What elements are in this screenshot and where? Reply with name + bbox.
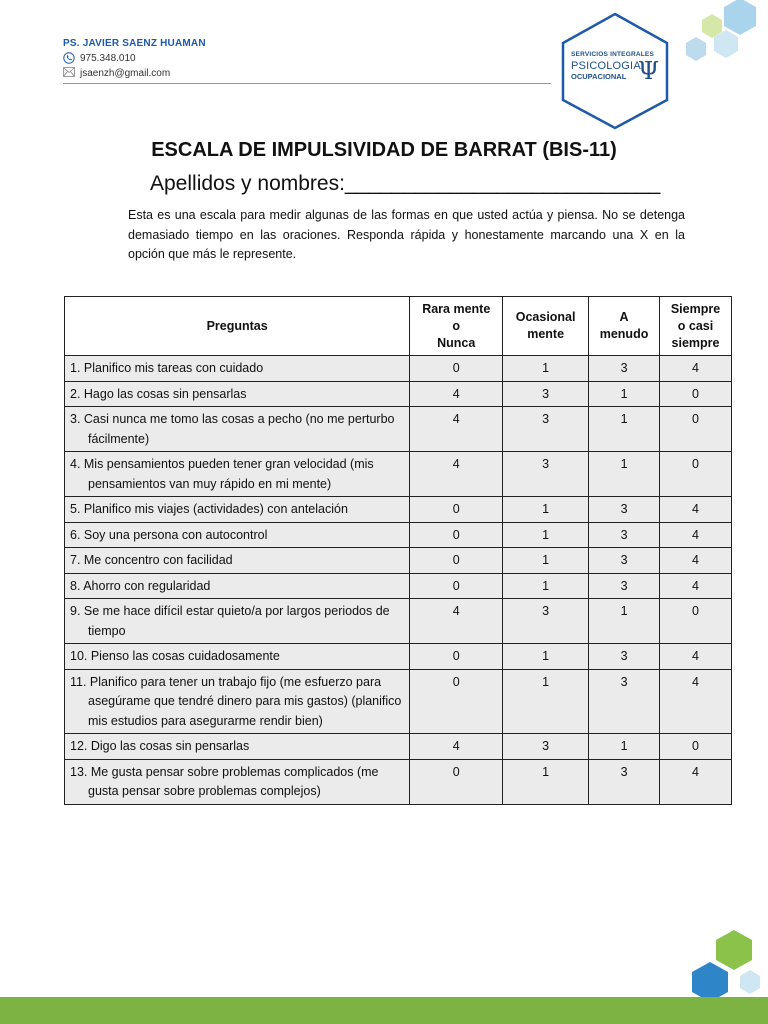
score-cell[interactable]: 4: [660, 644, 732, 670]
question-cell: [65, 669, 410, 734]
table-row: [65, 734, 732, 760]
logo-text: [571, 51, 667, 85]
header-phone-line: [63, 52, 136, 64]
header-divider: [63, 83, 551, 84]
header-name: PS. JAVIER SAENZ HUAMAN: [63, 38, 206, 49]
score-cell[interactable]: 3: [589, 548, 660, 574]
question-text: 1. Planifico mis tareas con cuidado: [70, 361, 264, 375]
question-cell: [65, 734, 410, 760]
question-cell: [65, 356, 410, 382]
column-header-line: A: [619, 310, 629, 324]
envelope-icon: [63, 67, 75, 79]
table-body: [65, 356, 732, 805]
column-header-line: Preguntas: [206, 318, 268, 333]
question-cell: [65, 599, 410, 644]
phone-icon: [63, 52, 75, 64]
score-cell[interactable]: 1: [503, 669, 589, 734]
score-cell[interactable]: 0: [410, 522, 503, 548]
table-row: [65, 759, 732, 804]
score-cell[interactable]: 1: [503, 644, 589, 670]
score-cell[interactable]: 4: [660, 759, 732, 804]
question-cell: [65, 644, 410, 670]
score-cell[interactable]: 3: [589, 573, 660, 599]
table-row: [65, 669, 732, 734]
table-row: [65, 452, 732, 497]
score-cell[interactable]: 0: [410, 497, 503, 523]
score-cell[interactable]: 1: [503, 573, 589, 599]
column-header-line: Ocasional: [515, 310, 576, 324]
question-cell: [65, 548, 410, 574]
score-cell[interactable]: 0: [660, 734, 732, 760]
table-row: [65, 497, 732, 523]
question-cell: [65, 452, 410, 497]
column-header-line: Nunca: [437, 335, 476, 350]
score-cell[interactable]: 0: [410, 573, 503, 599]
question-cell: [65, 759, 410, 804]
question-text: 13. Me gusta pensar sobre problemas complicados (me gusta pensar sobre problemas complejos): [70, 764, 379, 798]
score-cell[interactable]: 1: [503, 759, 589, 804]
question-cell: [65, 407, 410, 452]
score-cell[interactable]: 3: [589, 644, 660, 670]
table-row: [65, 381, 732, 407]
column-header-line: mente: [527, 327, 565, 341]
score-cell[interactable]: 1: [503, 548, 589, 574]
question-text: 11. Planifico para tener un trabajo fijo (me esfuerzo para asegúrame que tendré dinero para mis gastos) (planifico mis estudios para asegurarme rendir bien): [70, 674, 402, 728]
decorative-hexagons-bottom-icon: [688, 928, 768, 1008]
question-cell: [65, 497, 410, 523]
score-cell[interactable]: 1: [589, 599, 660, 644]
question-cell: [65, 522, 410, 548]
score-cell[interactable]: 1: [503, 522, 589, 548]
table-header-row: [65, 297, 732, 356]
score-cell[interactable]: 4: [410, 407, 503, 452]
score-cell[interactable]: 3: [503, 734, 589, 760]
score-cell[interactable]: 1: [589, 452, 660, 497]
score-cell[interactable]: 1: [589, 381, 660, 407]
score-cell[interactable]: 4: [410, 452, 503, 497]
score-cell[interactable]: 3: [589, 522, 660, 548]
question-text: 2. Hago las cosas sin pensarlas: [70, 386, 247, 401]
question-text: 6. Soy una persona con autocontrol: [70, 527, 268, 542]
score-cell[interactable]: 1: [503, 497, 589, 523]
score-cell[interactable]: 3: [589, 497, 660, 523]
score-cell[interactable]: 3: [589, 356, 660, 382]
question-text: 5. Planifico mis viajes (actividades) con antelación: [70, 502, 348, 516]
score-cell[interactable]: 4: [660, 548, 732, 574]
score-cell[interactable]: 3: [503, 407, 589, 452]
score-cell[interactable]: 1: [503, 356, 589, 382]
score-cell[interactable]: 4: [410, 381, 503, 407]
score-cell[interactable]: 3: [589, 759, 660, 804]
score-cell[interactable]: 4: [660, 522, 732, 548]
header-email-line: [63, 67, 170, 79]
decorative-hexagons-top-icon: [682, 0, 768, 70]
column-header: [503, 297, 589, 356]
column-header-line: Siempre: [670, 301, 721, 316]
footer-bar: [0, 997, 768, 1024]
column-header: [65, 297, 410, 356]
score-cell[interactable]: 0: [660, 599, 732, 644]
score-cell[interactable]: 0: [410, 759, 503, 804]
score-cell[interactable]: 0: [660, 452, 732, 497]
score-cell[interactable]: 4: [660, 573, 732, 599]
score-cell[interactable]: 0: [660, 381, 732, 407]
logo-line2: PSICOLOGIA: [571, 60, 641, 72]
score-cell[interactable]: 4: [410, 734, 503, 760]
table-row: [65, 522, 732, 548]
score-cell[interactable]: 4: [660, 669, 732, 734]
name-field-label: Apellidos y nombres:___________________________: [150, 172, 661, 195]
header-email: jsaenzh@gmail.com: [80, 67, 171, 79]
score-cell[interactable]: 3: [503, 381, 589, 407]
score-cell[interactable]: 3: [589, 669, 660, 734]
question-text: 12. Digo las cosas sin pensarlas: [70, 739, 250, 753]
table-row: [65, 644, 732, 670]
score-cell[interactable]: 1: [589, 407, 660, 452]
score-cell[interactable]: 4: [660, 497, 732, 523]
score-cell[interactable]: 4: [410, 599, 503, 644]
header-phone: 975.348.010: [80, 52, 136, 64]
score-cell[interactable]: 0: [410, 669, 503, 734]
table-row: [65, 573, 732, 599]
logo-line1: SERVICIOS INTEGRALES: [571, 51, 654, 58]
score-cell[interactable]: 1: [589, 734, 660, 760]
score-cell[interactable]: 3: [503, 452, 589, 497]
logo-line3: OCUPACIONAL: [571, 72, 627, 81]
score-cell[interactable]: 0: [410, 644, 503, 670]
question-text: 7. Me concentro con facilidad: [70, 553, 233, 567]
column-header: [410, 297, 503, 356]
question-cell: [65, 381, 410, 407]
table-row: [65, 407, 732, 452]
score-cell[interactable]: 3: [503, 599, 589, 644]
score-cell[interactable]: 0: [410, 356, 503, 382]
column-header-line: Rara mente: [422, 301, 491, 316]
questionnaire-table: [64, 296, 732, 805]
score-cell[interactable]: 0: [660, 407, 732, 452]
question-text: 4. Mis pensamientos pueden tener gran velocidad (mis pensamientos van muy rápido en mi mente): [70, 457, 374, 491]
score-cell[interactable]: 4: [660, 356, 732, 382]
table-row: [65, 599, 732, 644]
column-header: [660, 297, 732, 356]
column-header-line: o: [452, 318, 461, 333]
column-header: [589, 297, 660, 356]
question-text: 9. Se me hace difícil estar quieto/a por largos periodos de tiempo: [70, 604, 390, 638]
question-cell: [65, 573, 410, 599]
column-header-line: menudo: [599, 327, 649, 341]
question-text: 8. Ahorro con regularidad: [70, 578, 211, 593]
psi-symbol: Ψ: [638, 57, 660, 85]
column-header-line: o casi: [677, 318, 714, 333]
table-row: [65, 548, 732, 574]
document-title: ESCALA DE IMPULSIVIDAD DE BARRAT (BIS-11): [151, 139, 617, 161]
column-header-line: siempre: [671, 335, 720, 350]
question-text: 10. Pienso las cosas cuidadosamente: [70, 649, 280, 663]
instructions-paragraph: Esta es una escala para medir algunas de las formas en que usted actúa y piensa. No se detenga demasiado tiempo en las oraciones. Responda rápida y honestamente marcando una X en la opción que más le represente.: [128, 208, 685, 261]
score-cell[interactable]: 0: [410, 548, 503, 574]
table-row: [65, 356, 732, 382]
question-text: 3. Casi nunca me tomo las cosas a pecho (no me perturbo fácilmente): [70, 412, 395, 446]
